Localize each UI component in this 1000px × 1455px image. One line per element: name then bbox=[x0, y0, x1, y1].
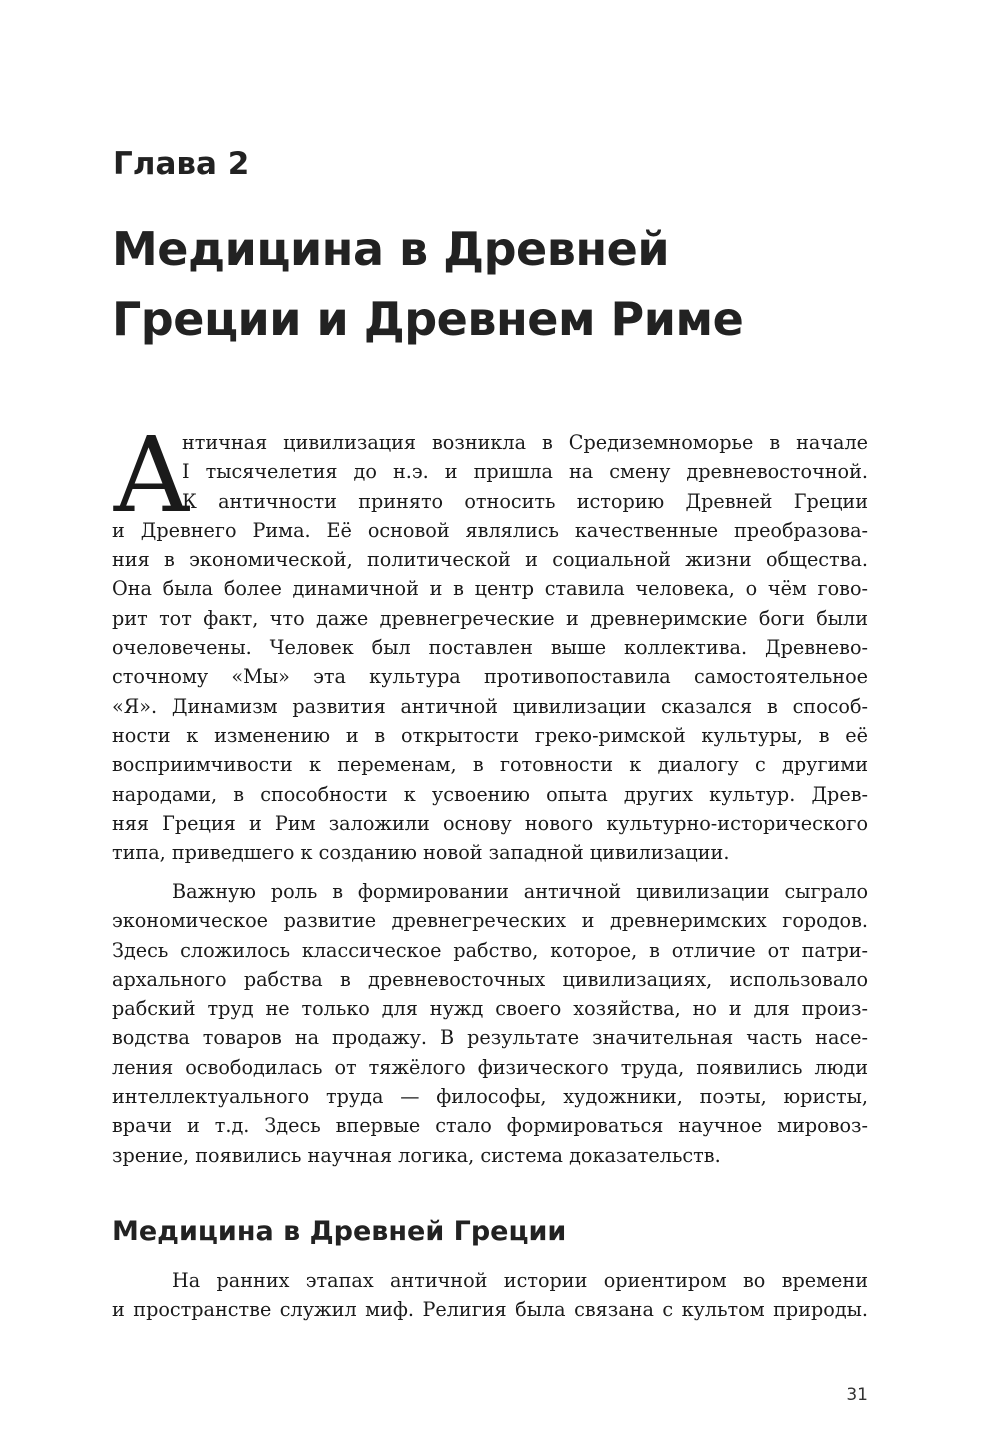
text-line: экономическое развитие древнегреческих и древнеримских городов. bbox=[112, 909, 868, 933]
text-line: ности к изменению и в открытости греко-римской культуры, в её bbox=[112, 723, 868, 747]
text-line: ления освободилась от тяжёлого физического труда, появились люди bbox=[112, 1055, 868, 1079]
text-line: восприимчивости к переменам, в готовности к диалогу с другими bbox=[112, 753, 868, 777]
chapter-title bbox=[112, 214, 912, 354]
chapter-label: Глава 2 bbox=[113, 146, 250, 182]
text-line: I тысячелетия до н.э. и пришла на смену древневосточной. bbox=[182, 460, 868, 484]
text-line: сточному «Мы» эта культура противопоставила самостоятельное bbox=[112, 665, 868, 689]
text-line: К античности принято относить историю Древней Греции bbox=[182, 489, 868, 513]
drop-cap: А bbox=[112, 414, 191, 536]
text-line: рабский труд не только для нужд своего хозяйства, но и для произ- bbox=[112, 997, 868, 1021]
text-line: типа, приведшего к созданию новой западной цивилизации. bbox=[112, 841, 730, 865]
text-line: и пространстве служил миф. Религия была связана с культом природы. bbox=[112, 1298, 868, 1322]
text-line: Она была более динамичной и в центр ставила человека, о чём гово- bbox=[112, 577, 868, 601]
text-line: Важную роль в формировании античной цивилизации сыграло bbox=[172, 880, 868, 903]
text-line: рит тот факт, что даже древнегреческие и древнеримские боги были bbox=[112, 606, 868, 630]
text-line: водства товаров на продажу. В результате значительная часть насе- bbox=[112, 1026, 868, 1050]
chapter-title-line-1: Медицина в Древней bbox=[112, 222, 670, 276]
text-line: ния в экономической, политической и социальной жизни общества. bbox=[112, 548, 868, 572]
text-line: и Древнего Рима. Её основой являлись качественные преобразова- bbox=[112, 518, 868, 542]
paragraph-2 bbox=[112, 877, 868, 1170]
text-line: нтичная цивилизация возникла в Средиземноморье в начале bbox=[182, 431, 868, 454]
section-heading: Медицина в Древней Греции bbox=[112, 1216, 567, 1247]
text-line: интеллектуального труда — философы, художники, поэты, юристы, bbox=[112, 1085, 868, 1109]
chapter-title-line-2: Греции и Древнем Риме bbox=[112, 292, 744, 346]
text-line: На ранних этапах античной истории ориентиром во времени bbox=[172, 1269, 868, 1292]
paragraph-1 bbox=[112, 414, 868, 867]
text-line: народами, в способности к усвоению опыта других культур. Древ- bbox=[112, 782, 868, 806]
text-line: архального рабства в древневосточных цивилизациях, использовало bbox=[112, 967, 868, 991]
text-line: «Я». Динамизм развития античной цивилизации сказался в способ- bbox=[112, 694, 868, 718]
text-line: врачи и т.д. Здесь впервые стало формироваться научное мировоз- bbox=[112, 1114, 868, 1138]
page-number: 31 bbox=[846, 1385, 868, 1405]
text-line: очеловечены. Человек был поставлен выше коллектива. Древнево- bbox=[112, 636, 868, 660]
text-line: зрение, появились научная логика, система доказательств. bbox=[112, 1143, 721, 1167]
text-line: Здесь сложилось классическое рабство, которое, в отличие от патри- bbox=[112, 938, 868, 962]
paragraph-3 bbox=[112, 1266, 868, 1325]
text-line: няя Греция и Рим заложили основу нового культурно-исторического bbox=[112, 811, 868, 835]
